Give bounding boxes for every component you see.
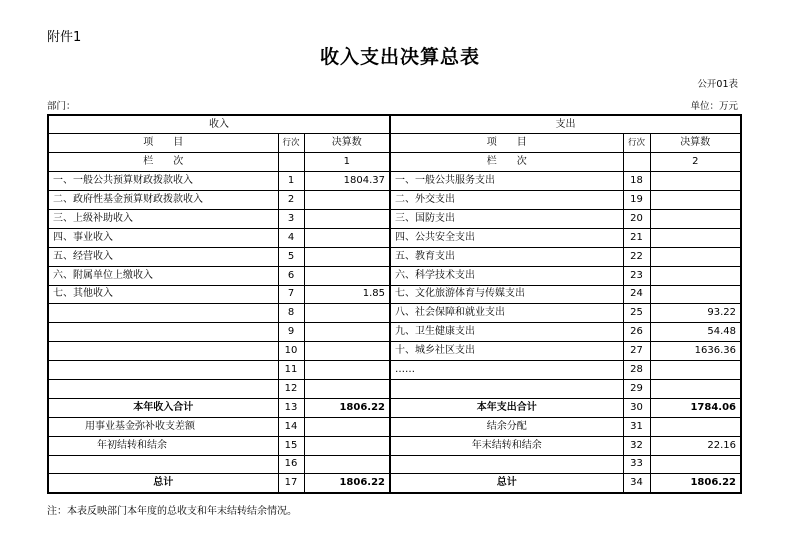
income-amount <box>304 209 390 228</box>
expense-item: 十、城乡社区支出 <box>390 342 623 361</box>
income-item: 五、经营收入 <box>48 247 278 266</box>
table-row <box>48 191 741 210</box>
expense-end-label: 年末结转和结余 <box>390 436 623 455</box>
expense-row-no: 27 <box>623 342 650 361</box>
table-row <box>48 304 741 323</box>
income-fund-no: 14 <box>278 417 304 436</box>
expense-row-no: 25 <box>623 304 650 323</box>
income-item: 六、附属单位上缴收入 <box>48 266 278 285</box>
income-grand-amount: 1806.22 <box>304 474 390 493</box>
expense-column-index: 2 <box>650 153 741 172</box>
expense-amount <box>650 379 741 398</box>
expense-amount <box>650 228 741 247</box>
table-row <box>48 247 741 266</box>
income-item <box>48 342 278 361</box>
expense-amount: 54.48 <box>650 323 741 342</box>
expense-row-no: 28 <box>623 361 650 380</box>
income-row-no: 7 <box>278 285 304 304</box>
expense-item: 五、教育支出 <box>390 247 623 266</box>
header-row-columns <box>48 134 741 153</box>
expense-dist-amount <box>650 417 741 436</box>
income-begin-label: 年初结转和结余 <box>48 436 278 455</box>
unit-label: 单位：万元 <box>690 101 738 112</box>
income-row-no: 8 <box>278 304 304 323</box>
carryover-row <box>48 436 741 455</box>
expense-end-no: 32 <box>623 436 650 455</box>
income-grand-no: 17 <box>278 474 304 493</box>
income-row-no: 3 <box>278 209 304 228</box>
expense-amount <box>650 285 741 304</box>
income-item <box>48 361 278 380</box>
income-fund-amount <box>304 417 390 436</box>
expense-header: 支出 <box>390 115 741 134</box>
expense-row-no: 29 <box>623 379 650 398</box>
blank-row <box>48 455 741 474</box>
income-blank-label <box>48 455 278 474</box>
expense-blank-label <box>390 455 623 474</box>
table-row <box>48 285 741 304</box>
expense-item: 一、一般公共服务支出 <box>390 172 623 191</box>
attachment-label: 附件1 <box>47 30 82 45</box>
expense-item: 八、社会保障和就业支出 <box>390 304 623 323</box>
table-row <box>48 266 741 285</box>
expense-blank-amount <box>650 455 741 474</box>
footnote: 注：本表反映部门本年度的总收支和年末结转结余情况。 <box>47 506 297 517</box>
expense-amount: 1636.36 <box>650 342 741 361</box>
expense-row-no: 18 <box>623 172 650 191</box>
expense-dist-no: 31 <box>623 417 650 436</box>
income-item: 三、上级补助收入 <box>48 209 278 228</box>
income-total-no: 13 <box>278 398 304 417</box>
expense-amount <box>650 209 741 228</box>
expense-row-no: 20 <box>623 209 650 228</box>
table-row <box>48 172 741 191</box>
expense-row-no: 24 <box>623 285 650 304</box>
expense-grand-label: 总计 <box>390 474 623 493</box>
expense-total-amount: 1784.06 <box>650 398 741 417</box>
expense-item-header: 项 目 <box>390 134 623 153</box>
expense-amount <box>650 266 741 285</box>
income-item: 一、一般公共预算财政拨款收入 <box>48 172 278 191</box>
expense-column-label: 栏 次 <box>390 153 623 172</box>
income-total-amount: 1806.22 <box>304 398 390 417</box>
income-grand-label: 总计 <box>48 474 278 493</box>
income-row-no: 10 <box>278 342 304 361</box>
table-row <box>48 209 741 228</box>
income-item <box>48 323 278 342</box>
income-item: 二、政府性基金预算财政拨款收入 <box>48 191 278 210</box>
income-begin-no: 15 <box>278 436 304 455</box>
expense-amount <box>650 361 741 380</box>
income-row-no: 9 <box>278 323 304 342</box>
expense-item: 六、科学技术支出 <box>390 266 623 285</box>
income-header: 收入 <box>48 115 390 134</box>
header-row-column-index <box>48 153 741 172</box>
expense-grand-amount: 1806.22 <box>650 474 741 493</box>
income-begin-amount <box>304 436 390 455</box>
income-amount <box>304 266 390 285</box>
income-amount <box>304 191 390 210</box>
income-item-header: 项 目 <box>48 134 278 153</box>
expense-amount <box>650 191 741 210</box>
form-code: 公开01表 <box>697 79 738 90</box>
expense-item: 九、卫生健康支出 <box>390 323 623 342</box>
expense-row-no: 23 <box>623 266 650 285</box>
income-total-label: 本年收入合计 <box>48 398 278 417</box>
table-row <box>48 228 741 247</box>
header-row-section <box>48 115 741 134</box>
expense-amount <box>650 247 741 266</box>
income-amount <box>304 323 390 342</box>
income-amount <box>304 304 390 323</box>
expense-dist-label: 结余分配 <box>390 417 623 436</box>
income-blank-amount <box>304 455 390 474</box>
income-row-no: 2 <box>278 191 304 210</box>
income-fund-label: 用事业基金弥补收支差额 <box>48 417 278 436</box>
table-row <box>48 361 741 380</box>
expense-blank-no: 33 <box>623 455 650 474</box>
expense-amount: 93.22 <box>650 304 741 323</box>
expense-item: 四、公共安全支出 <box>390 228 623 247</box>
expense-row-no: 26 <box>623 323 650 342</box>
income-column-rowno <box>278 153 304 172</box>
income-row-no: 4 <box>278 228 304 247</box>
income-row-no: 5 <box>278 247 304 266</box>
income-row-no: 6 <box>278 266 304 285</box>
income-blank-no: 16 <box>278 455 304 474</box>
income-item: 四、事业收入 <box>48 228 278 247</box>
income-row-no: 12 <box>278 379 304 398</box>
expense-item <box>390 379 623 398</box>
income-amount-header: 决算数 <box>304 134 390 153</box>
expense-row-no: 19 <box>623 191 650 210</box>
income-rowno-header: 行次 <box>278 134 304 153</box>
expense-rowno-header: 行次 <box>623 134 650 153</box>
income-item <box>48 304 278 323</box>
department-label: 部门： <box>47 101 76 112</box>
table-row <box>48 323 741 342</box>
table-row <box>48 379 741 398</box>
expense-row-no: 21 <box>623 228 650 247</box>
income-amount <box>304 228 390 247</box>
expense-item: 三、国防支出 <box>390 209 623 228</box>
table-row <box>48 342 741 361</box>
grand-total-row <box>48 474 741 493</box>
income-amount: 1804.37 <box>304 172 390 191</box>
income-row-no: 1 <box>278 172 304 191</box>
income-amount <box>304 342 390 361</box>
expense-amount <box>650 172 741 191</box>
income-item: 七、其他收入 <box>48 285 278 304</box>
expense-grand-no: 34 <box>623 474 650 493</box>
income-amount <box>304 247 390 266</box>
expense-end-amount: 22.16 <box>650 436 741 455</box>
expense-item: 七、文化旅游体育与传媒支出 <box>390 285 623 304</box>
income-item <box>48 379 278 398</box>
expense-column-rowno <box>623 153 650 172</box>
expense-total-label: 本年支出合计 <box>390 398 623 417</box>
page-title: 收入支出决算总表 <box>319 46 480 68</box>
income-row-no: 11 <box>278 361 304 380</box>
expense-item: 二、外交支出 <box>390 191 623 210</box>
total-row <box>48 398 741 417</box>
income-column-index: 1 <box>304 153 390 172</box>
fund-row <box>48 417 741 436</box>
budget-summary-table <box>47 114 742 494</box>
income-amount <box>304 379 390 398</box>
expense-amount-header: 决算数 <box>650 134 741 153</box>
expense-row-no: 22 <box>623 247 650 266</box>
expense-item: …… <box>390 361 623 380</box>
income-amount: 1.85 <box>304 285 390 304</box>
expense-total-no: 30 <box>623 398 650 417</box>
income-amount <box>304 361 390 380</box>
income-column-label: 栏 次 <box>48 153 278 172</box>
